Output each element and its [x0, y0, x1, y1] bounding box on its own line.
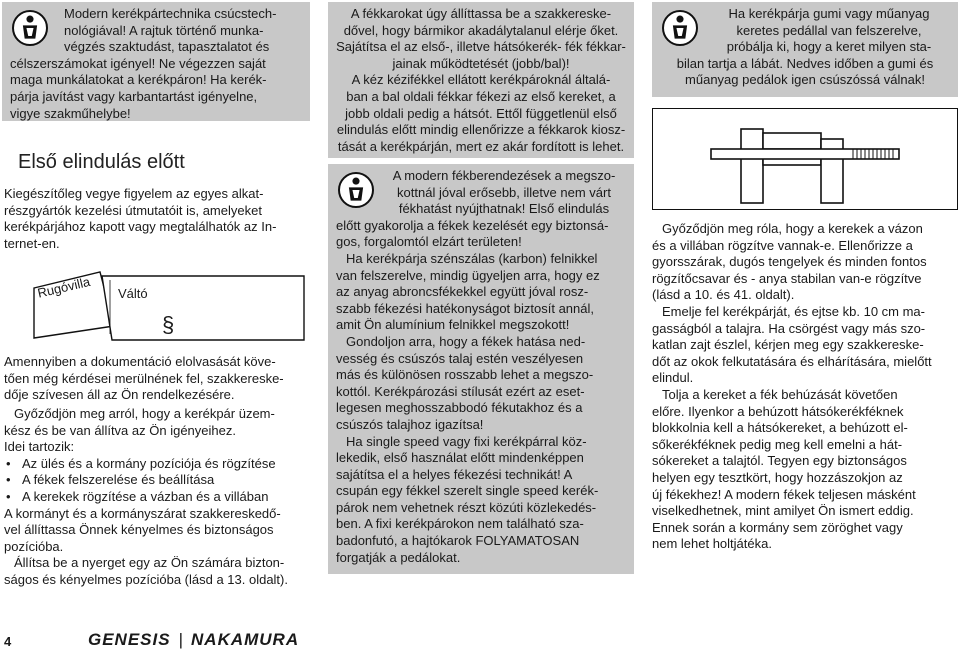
para-ready: Győződjön meg arról, hogy a kerékpár üzem- kész és be van állítva az Ön igényeihez. Idei tartozik:	[4, 406, 275, 455]
brand-genesis: GENESIS	[88, 630, 171, 649]
list-item: • Az ülés és a kormány pozíciója és rögzítése	[4, 456, 310, 473]
axle-graphic	[653, 109, 956, 208]
warning-text-full: célszerszámokat igényel! Ne végezzen saját maga munkálatokat a kerékpáron! Ha kerék- párja javítást vagy karbantartást igényelne, vigye szakműhelybe!	[10, 55, 267, 121]
para-saddle: Állítsa be a nyerget egy az Ön számára bizton- ságos és kényelmes pozícióba (lásd a 13. oldalt).	[4, 555, 288, 587]
warning-person-icon	[662, 10, 698, 46]
para-wheels: Győződjön meg róla, hogy a kerekek a vázon és a villában rögzítve vannak-e. Ellenőrizze a gyorsszárak, dugós tengelyek és minden fontos rögzítőcsavar és - anya stabilan van-e rögzítve (lásd a 10. és 41. oldalt).	[652, 221, 927, 303]
list-item: • A fékek felszerelése és beállítása	[4, 472, 310, 489]
brand-logo	[88, 630, 299, 650]
brake-warning-box	[328, 164, 634, 574]
page-number: 4	[4, 634, 12, 649]
para-brake-test: Tolja a kereket a fék behúzását követően előre. Ilyenkor a behúzott hátsókerékféknek blokkolnia kell a hátsókereket, a behúzott el- sőkerékféknek pedig meg kell emelni a hát- sókereket a talajtól. Tegyen egy biztonságos helyen egy tesztkört, hogy hozzászokjon az új fékekhez! A modern fékek teljesen másként viselkedhetnek, mint amilyet Ön ismert eddig. Ennek során a kormány sem zöröghet vagy nem lehet holtjátéka.	[652, 387, 916, 552]
para-handlebar: A kormányt és a kormányszárat szakkereskedő- vel állíttassa Önnek kényelmes és biztonságos pozícióba.	[4, 505, 281, 554]
pedal-warning-body: bilan tartja a lábát. Nedves időben a gumi és műanyag pedálok igen csúszóssá válnak!	[676, 55, 934, 88]
warning-person-icon	[338, 172, 374, 208]
paragraph-mark: §	[162, 312, 175, 337]
intro-paragraph: Kiegészítőleg vegye figyelem az egyes alkat- részgyártók kezelési útmutatóit is, amelyeket kerékpárjához kapott vagy megtalálhatók az In- ternet-en.	[4, 186, 277, 251]
brake-warning-body: előtt gyakorolja a fékek kezelését egy biztonsá- gos, forgalomtól elzárt területen! Ha kerékpárja szénszálas (karbon) felnikkel van felszerelve, mindig ügyeljen arra, hogy ez az anyag abroncsfékekkel együtt jóval rosz- szabb fékezési hatékonyságot biztosít annál, amit Ön alumínium felnikkel megszokott! Gondoljon arra, hogy a fékek hatása ned- vesség és csúszós talaj estén veszélyesen más és különösen rosszabb lehet a megszo- kottól. Kerékpározási stílusát ezért az eset- legesen meghosszabbodó fékutakhoz és a csúszós talajhoz igazítsa! Ha single speed vagy fixi kerékpárral köz- lekedik, első használat előtt mindenképpen sajátítsa el a helyes fékezési technikát! A csupán egy fékkel szerelt single speed kerék- párok nem vehetnek részt közúti közlekedés- ben. A fixi kerékpárokon nem található sza- badonfutó, a hajtókarok FOLYAMATOSAN forgatják a pedálokat.	[336, 217, 609, 565]
warning-person-icon	[12, 10, 48, 46]
component-docs-illustration	[30, 268, 310, 342]
brand-nakamura: NAKAMURA	[191, 630, 300, 649]
warning-box-workshop	[2, 2, 310, 121]
brake-warning-head: A modern fékberendezések a megszo- kottnál jóval erősebb, illetve nem várt fékhatást nyújthatnak! Első elindulás	[392, 168, 616, 217]
pedal-warning-box	[652, 2, 958, 97]
axle-illustration	[652, 108, 958, 210]
brand-separator: |	[178, 630, 184, 649]
pedal-warning-head: Ha kerékpárja gumi vagy műanyag keretes pedállal van felszerelve, próbálja ki, hogy a keret milyen sta-	[726, 6, 932, 55]
label-valto: Váltó	[118, 286, 148, 301]
bullet-list	[4, 456, 310, 506]
para-documentation: Amennyiben a dokumentáció elolvasását köve- tően még kérdései merülnének fel, szakkereske- dője szívesen áll az Ön rendelkezésére.	[4, 354, 284, 403]
warning-text: Modern kerékpártechnika csúcstech- nológiával! A rajtuk történő munka- végzés szaktudást, tapasztalatot és	[64, 6, 277, 55]
list-item: • A kerekek rögzítése a vázban és a villában	[4, 489, 310, 506]
brake-lever-text: A fékkarokat úgy állíttassa be a szakkereske- dővel, hogy bármikor akadálytalanul elérje őket. Sajátítsa el az első-, illetve hátsókerék- fék fékkar- jainak működtetését (jobb/bal)! A kéz kézifékkel ellátott kerékpároknál általá- ban a bal oldali fékkar fékezi az első kereket, a jobb oldali pedig a hátsót. Ettől függetlenül első elindulás előtt mindig ellenőrizze a fékkarok kiosz- tását a kerékpárján, mert ez akár fordított is lehet.	[336, 6, 626, 154]
section-title: Első elindulás előtt	[18, 151, 185, 173]
brake-lever-box	[328, 2, 634, 158]
label-rugovilla: Rugóvilla	[36, 273, 92, 301]
para-drop-test: Emelje fel kerékpárját, és ejtse kb. 10 cm ma- gasságból a talajra. Ha csörgést vagy más szo- katlan zajt észlel, kérjen meg egy szakkereske- dőt az okok felkutatására és elhárítására, mielőtt elindul.	[652, 304, 932, 386]
